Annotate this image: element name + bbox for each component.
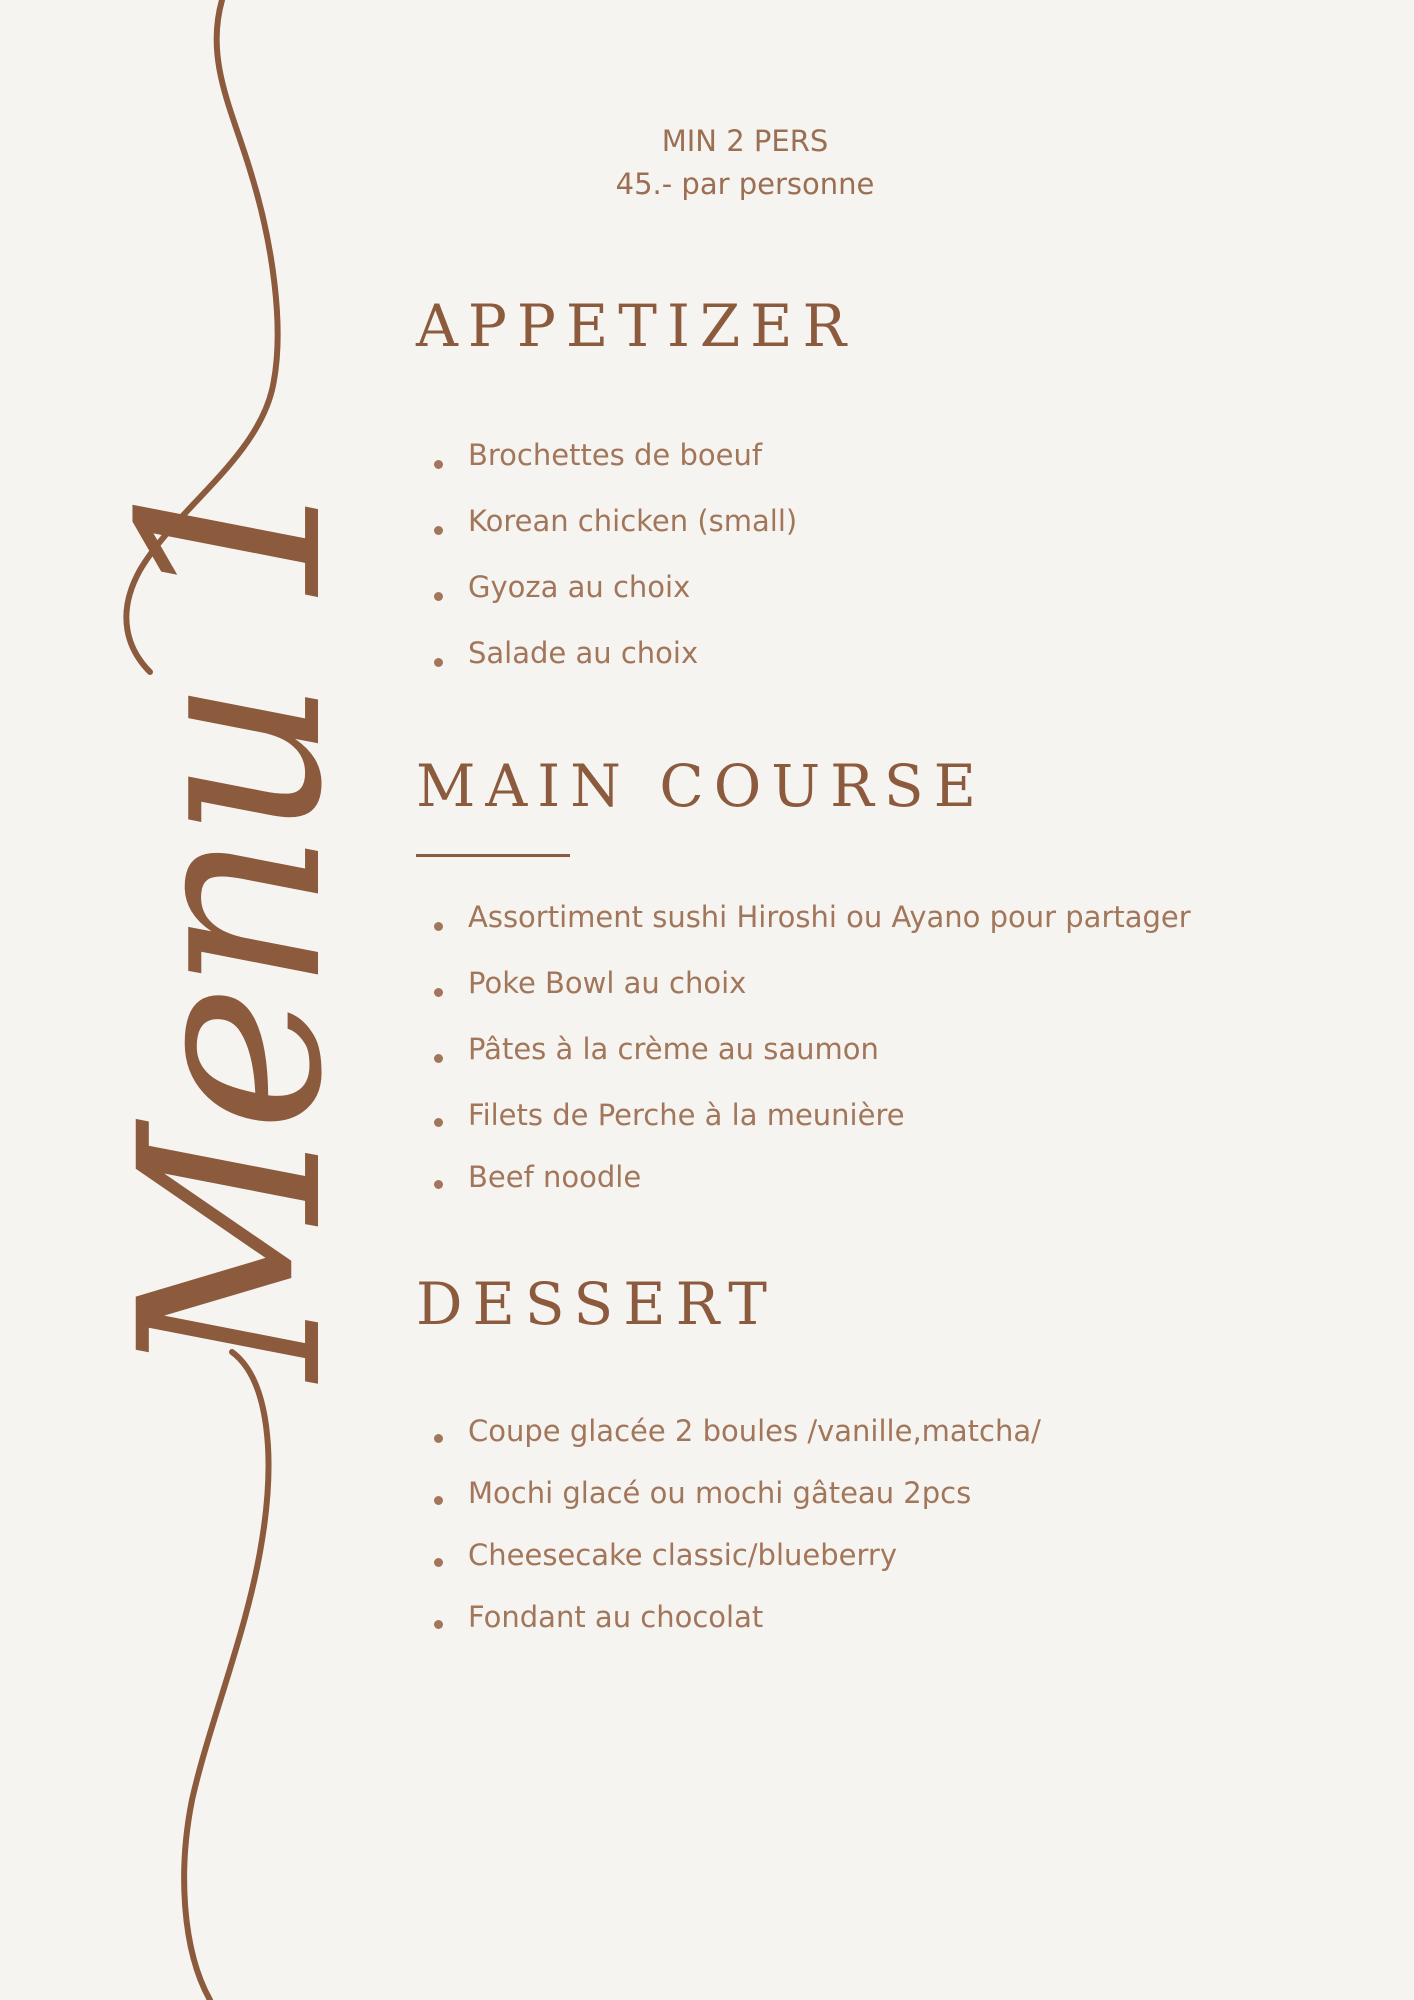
bullet-icon <box>434 526 443 535</box>
appetizer-list <box>416 431 797 695</box>
flourish-line-bottom <box>184 1352 268 2000</box>
bullet-icon <box>434 592 443 601</box>
menu-script-decoration <box>0 0 420 2000</box>
list-item: Mochi glacé ou mochi gâteau 2pcs <box>416 1469 1041 1531</box>
main-course-list <box>416 893 1191 1215</box>
list-item: Assortiment sushi Hiroshi ou Ayano pour partager <box>416 893 1191 959</box>
bullet-icon <box>434 988 443 997</box>
bullet-icon <box>434 658 443 667</box>
bullet-icon <box>434 1180 443 1189</box>
list-item: Filets de Perche à la meunière <box>416 1091 1191 1153</box>
section-divider <box>416 854 570 857</box>
bullet-icon <box>434 1118 443 1127</box>
bullet-icon <box>434 922 443 931</box>
list-item: Beef noodle <box>416 1153 1191 1215</box>
list-item: Fondant au chocolat <box>416 1593 1041 1655</box>
dessert-list <box>416 1407 1041 1655</box>
bullet-icon <box>434 1620 443 1629</box>
menu-script-text: Menu 1 <box>86 463 377 1380</box>
price-info <box>560 120 930 206</box>
list-item: Poke Bowl au choix <box>416 959 1191 1025</box>
minimum-persons: MIN 2 PERS <box>661 124 829 158</box>
list-item: Brochettes de boeuf <box>416 431 797 497</box>
bullet-icon <box>434 1496 443 1505</box>
list-item: Coupe glacée 2 boules /vanille,matcha/ <box>416 1407 1041 1469</box>
list-item: Cheesecake classic/blueberry <box>416 1531 1041 1593</box>
bullet-icon <box>434 1434 443 1443</box>
bullet-icon <box>434 460 443 469</box>
bullet-icon <box>434 1558 443 1567</box>
price-per-person: 45.- par personne <box>615 167 875 201</box>
list-item: Gyoza au choix <box>416 563 797 629</box>
dessert-heading: DESSERT <box>416 1270 777 1338</box>
list-item: Pâtes à la crème au saumon <box>416 1025 1191 1091</box>
bullet-icon <box>434 1054 443 1063</box>
main-course-heading: MAIN COURSE <box>416 752 986 820</box>
list-item: Korean chicken (small) <box>416 497 797 563</box>
appetizer-heading: APPETIZER <box>416 292 857 360</box>
list-item: Salade au choix <box>416 629 797 695</box>
